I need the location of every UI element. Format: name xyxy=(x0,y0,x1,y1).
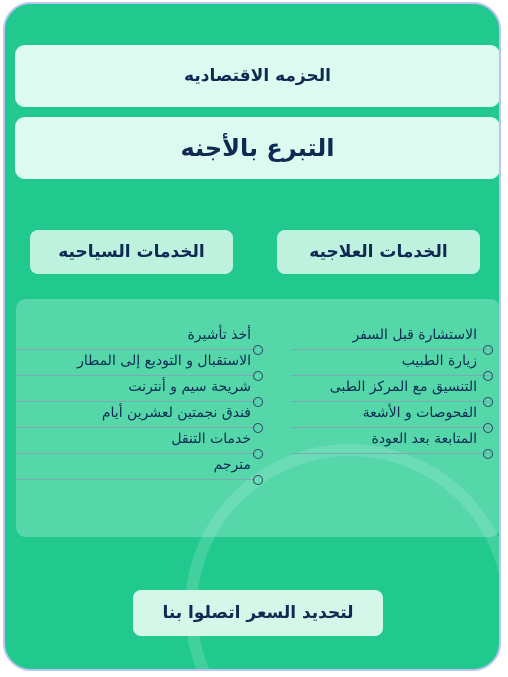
list-item xyxy=(291,402,491,428)
list-item xyxy=(15,376,255,402)
list-item-label: الاستقبال و التوديع إلى المطار xyxy=(77,353,251,369)
tourism-services-list xyxy=(15,324,255,480)
list-item-label: المتابعة بعد العودة xyxy=(371,431,477,447)
circle-bullet-icon xyxy=(253,475,263,485)
list-item-label: أخذ تأشيرة xyxy=(187,327,251,343)
list-item-label: التنسيق مع المركز الطبى xyxy=(329,379,477,395)
list-item xyxy=(15,454,255,480)
package-label: الحزمه الاقتصاديه xyxy=(15,45,500,107)
list-item xyxy=(15,402,255,428)
list-item-label: زيارة الطبيب xyxy=(401,353,477,369)
list-item xyxy=(15,324,255,350)
list-item-label: الفحوصات و الأشعة xyxy=(362,405,477,421)
tourism-services-heading: الخدمات السياحيه xyxy=(30,230,233,274)
list-item-label: خدمات التنقل xyxy=(171,431,251,447)
contact-price-button[interactable]: لتحديد السعر اتصلوا بنا xyxy=(133,590,383,636)
page-title: التبرع بالأجنه xyxy=(15,117,500,179)
list-item-label: فندق نجمتين لعشرين أيام xyxy=(101,405,251,421)
package-card xyxy=(3,2,501,671)
list-item xyxy=(291,350,491,376)
list-item xyxy=(291,428,491,454)
list-item xyxy=(291,376,491,402)
list-item xyxy=(291,324,491,350)
circle-bullet-icon xyxy=(483,449,493,459)
list-item xyxy=(15,428,255,454)
list-item-label: الاستشارة قبل السفر xyxy=(352,327,477,343)
medical-services-list xyxy=(291,324,491,454)
list-item-label: مترجم xyxy=(213,457,251,473)
list-item-label: شريحة سيم و أنترنت xyxy=(128,379,251,395)
list-item xyxy=(15,350,255,376)
medical-services-heading: الخدمات العلاجيه xyxy=(277,230,480,274)
